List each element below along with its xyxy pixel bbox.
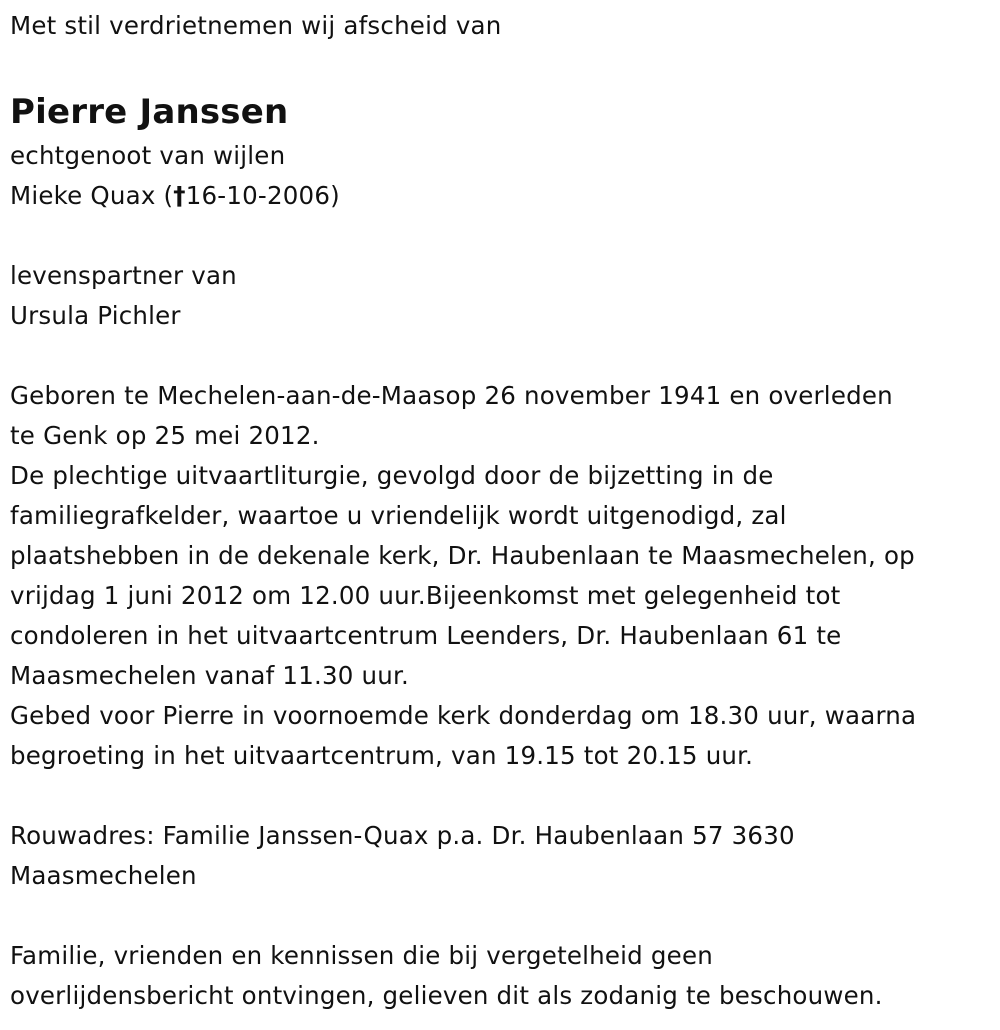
obituary-notice (10, 6, 990, 1016)
spouse-line (10, 176, 990, 216)
body-line: De plechtige uitvaartliturgie, gevolgd door de bijzetting in de (10, 461, 774, 490)
body-line: vrijdag 1 juni 2012 om 12.00 uur.Bijeenkomst met gelegenheid tot (10, 581, 841, 610)
closing-line: overlijdensbericht ontvingen, gelieven dit als zodanig te beschouwen. (10, 981, 883, 1010)
spouse-name: Mieke Quax ( (10, 181, 174, 210)
deceased-name: Pierre Janssen (10, 92, 289, 132)
body-line: Maasmechelen vanaf 11.30 uur. (10, 661, 409, 690)
spacer (10, 46, 990, 86)
body-line: begroeting in het uitvaartcentrum, van 19.15 tot 20.15 uur. (10, 741, 754, 770)
spacer (10, 336, 990, 376)
body-line: Gebed voor Pierre in voornoemde kerk donderdag om 18.30 uur, waarna (10, 701, 917, 730)
address-line: Maasmechelen (10, 861, 197, 890)
body-line: Geboren te Mechelen-aan-de-Maasop 26 november 1941 en overleden (10, 381, 893, 410)
body-line: familiegrafkelder, waartoe u vriendelijk wordt uitgenodigd, zal (10, 501, 787, 530)
spacer (10, 216, 990, 256)
address-line: Rouwadres: Familie Janssen-Quax p.a. Dr. Haubenlaan 57 3630 (10, 821, 795, 850)
body-line: condoleren in het uitvaartcentrum Leenders, Dr. Haubenlaan 61 te (10, 621, 842, 650)
body-line: te Genk op 25 mei 2012. (10, 421, 320, 450)
spouse-label: echtgenoot van wijlen (10, 141, 286, 170)
body-line: plaatshebben in de dekenale kerk, Dr. Haubenlaan te Maasmechelen, op (10, 541, 915, 570)
partner-label: levenspartner van (10, 261, 237, 290)
spouse-death-date: 16-10-2006) (185, 181, 340, 210)
closing-line: Familie, vrienden en kennissen die bij vergetelheid geen (10, 941, 713, 970)
spacer (10, 776, 990, 816)
cross-icon: † (173, 181, 186, 210)
intro-text: Met stil verdrietnemen wij afscheid van (10, 11, 502, 40)
partner-name: Ursula Pichler (10, 301, 181, 330)
spacer (10, 896, 990, 936)
